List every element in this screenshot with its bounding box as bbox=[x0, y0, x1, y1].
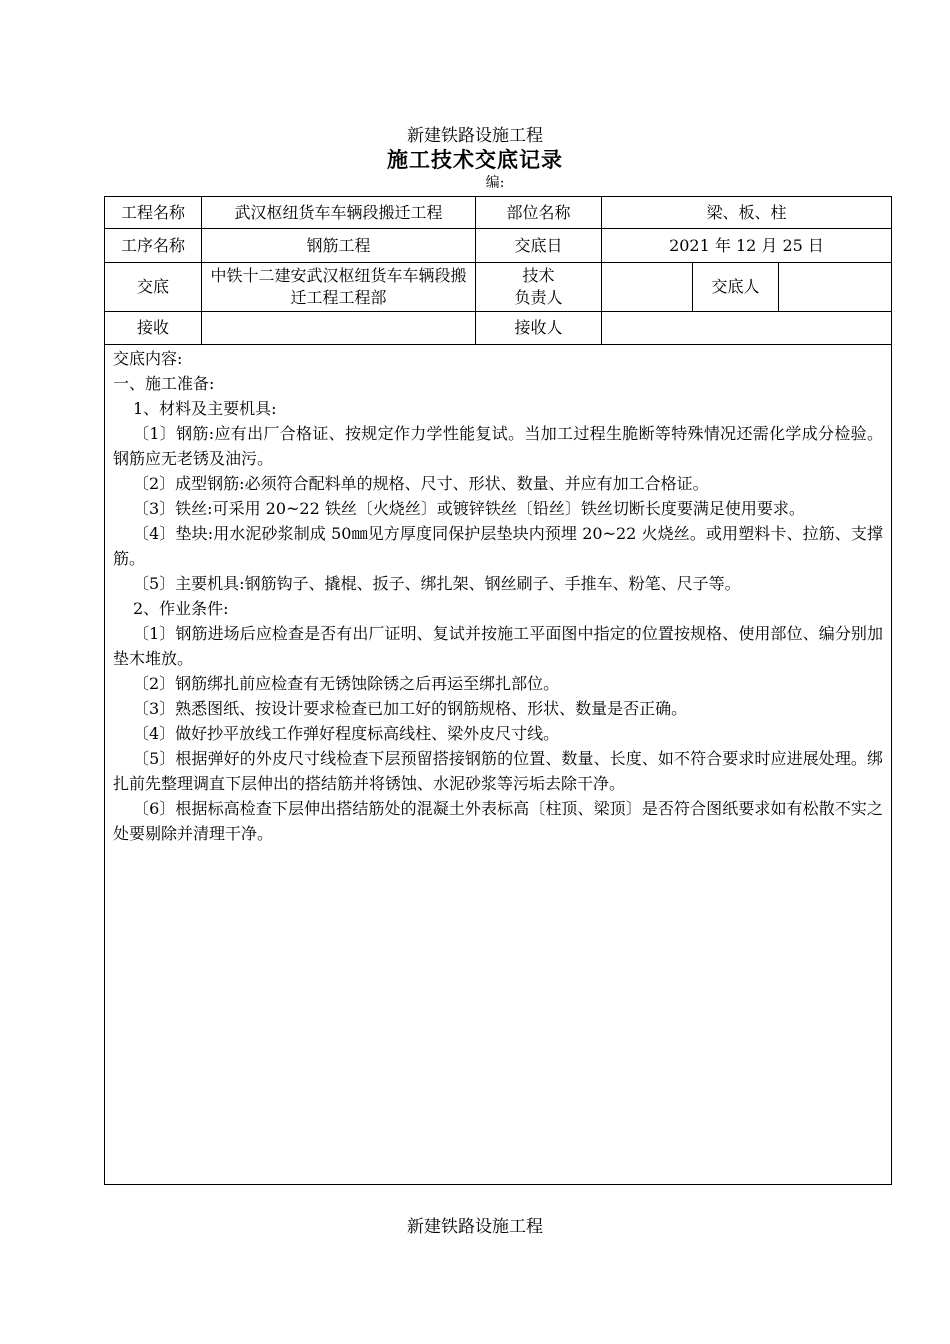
value-receiver-unit bbox=[202, 312, 476, 345]
content-line: 〔2〕成型钢筋:必须符合配料单的规格、尺寸、形状、数量、并应有加工合格证。 bbox=[133, 474, 709, 493]
content-line: 〔5〕根据弹好的外皮尺寸线检查下层预留搭接钢筋的位置、数量、长度、如不符合要求时应进展处理。绑扎前先整理调直下层伸出的搭结筋并将锈蚀、水泥砂浆等污垢去除干净。 bbox=[113, 749, 883, 793]
label-handover-unit: 交底 bbox=[105, 263, 202, 312]
table-row bbox=[105, 197, 892, 229]
footer-org: 新建铁路设施工程 bbox=[407, 1217, 543, 1237]
label-tech-lead bbox=[476, 263, 602, 312]
table-row bbox=[105, 345, 892, 1185]
content-line: 〔4〕垫块:用水泥砂浆制成 50㎜见方厚度同保护层垫块内预埋 20~22 火烧丝。或用塑料卡、拉筋、支撑筋。 bbox=[113, 524, 883, 568]
table-row bbox=[105, 263, 892, 312]
value-handover-person bbox=[779, 263, 892, 312]
label-tech-lead-line2: 负责人 bbox=[514, 288, 563, 307]
label-part-name: 部位名称 bbox=[476, 197, 602, 229]
value-part-name: 梁、板、柱 bbox=[602, 197, 892, 229]
table-row bbox=[105, 229, 892, 263]
label-receiver-unit: 接收 bbox=[105, 312, 202, 345]
content-line: 〔3〕熟悉图纸、按设计要求检查已加工好的钢筋规格、形状、数量是否正确。 bbox=[133, 699, 688, 718]
content-line: 〔4〕做好抄平放线工作弹好程度标高线柱、梁外皮尺寸线。 bbox=[133, 724, 560, 743]
label-process-name: 工序名称 bbox=[105, 229, 202, 263]
content-line: 一、施工准备: bbox=[113, 374, 215, 393]
label-project-name: 工程名称 bbox=[105, 197, 202, 229]
table-row bbox=[105, 312, 892, 345]
header-org: 新建铁路设施工程 bbox=[407, 126, 543, 146]
content-line: 〔3〕铁丝:可采用 20~22 铁丝〔火烧丝〕或镀锌铁丝〔铅丝〕铁丝切断长度要满足使用要求。 bbox=[133, 499, 805, 518]
value-project-name: 武汉枢纽货车车辆段搬迁工程 bbox=[202, 197, 476, 229]
content-line: 1、材料及主要机具: bbox=[133, 399, 277, 418]
value-process-name: 钢筋工程 bbox=[202, 229, 476, 263]
handover-content bbox=[105, 345, 892, 1185]
value-handover-unit: 中铁十二建安武汉枢纽货车车辆段搬迁工程工程部 bbox=[202, 263, 476, 312]
content-line: 〔2〕钢筋绑扎前应检查有无锈蚀除锈之后再运至绑扎部位。 bbox=[133, 674, 560, 693]
content-line: 〔1〕钢筋进场后应检查是否有出厂证明、复试并按施工平面图中指定的位置按规格、使用部位、编分别加垫木堆放。 bbox=[113, 624, 883, 668]
content-line: 〔5〕主要机具:钢筋钩子、撬棍、扳子、绑扎架、钢丝刷子、手推车、粉笔、尺子等。 bbox=[133, 574, 741, 593]
value-tech-lead bbox=[602, 263, 693, 312]
page-title: 施工技术交底记录 bbox=[387, 147, 563, 172]
label-handover-date: 交底日 bbox=[476, 229, 602, 263]
content-line: 2、作业条件: bbox=[133, 599, 229, 618]
content-line: 交底内容: bbox=[113, 349, 183, 368]
content-line: 〔6〕根据标高检查下层伸出搭结筋处的混凝土外表标高〔柱顶、梁顶〕是否符合图纸要求如有松散不实之处要剔除并清理干净。 bbox=[113, 799, 883, 843]
value-receiver bbox=[602, 312, 892, 345]
label-tech-lead-line1: 技术 bbox=[522, 266, 555, 285]
editor-label: 编: bbox=[485, 175, 505, 191]
value-handover-date: 2021 年 12 月 25 日 bbox=[602, 229, 892, 263]
label-receiver: 接收人 bbox=[476, 312, 602, 345]
label-handover-person: 交底人 bbox=[693, 263, 779, 312]
record-table bbox=[104, 196, 892, 1185]
content-line: 〔1〕钢筋:应有出厂合格证、按规定作力学性能复试。当加工过程生脆断等特殊情况还需化学成分检验。钢筋应无老锈及油污。 bbox=[113, 424, 883, 468]
